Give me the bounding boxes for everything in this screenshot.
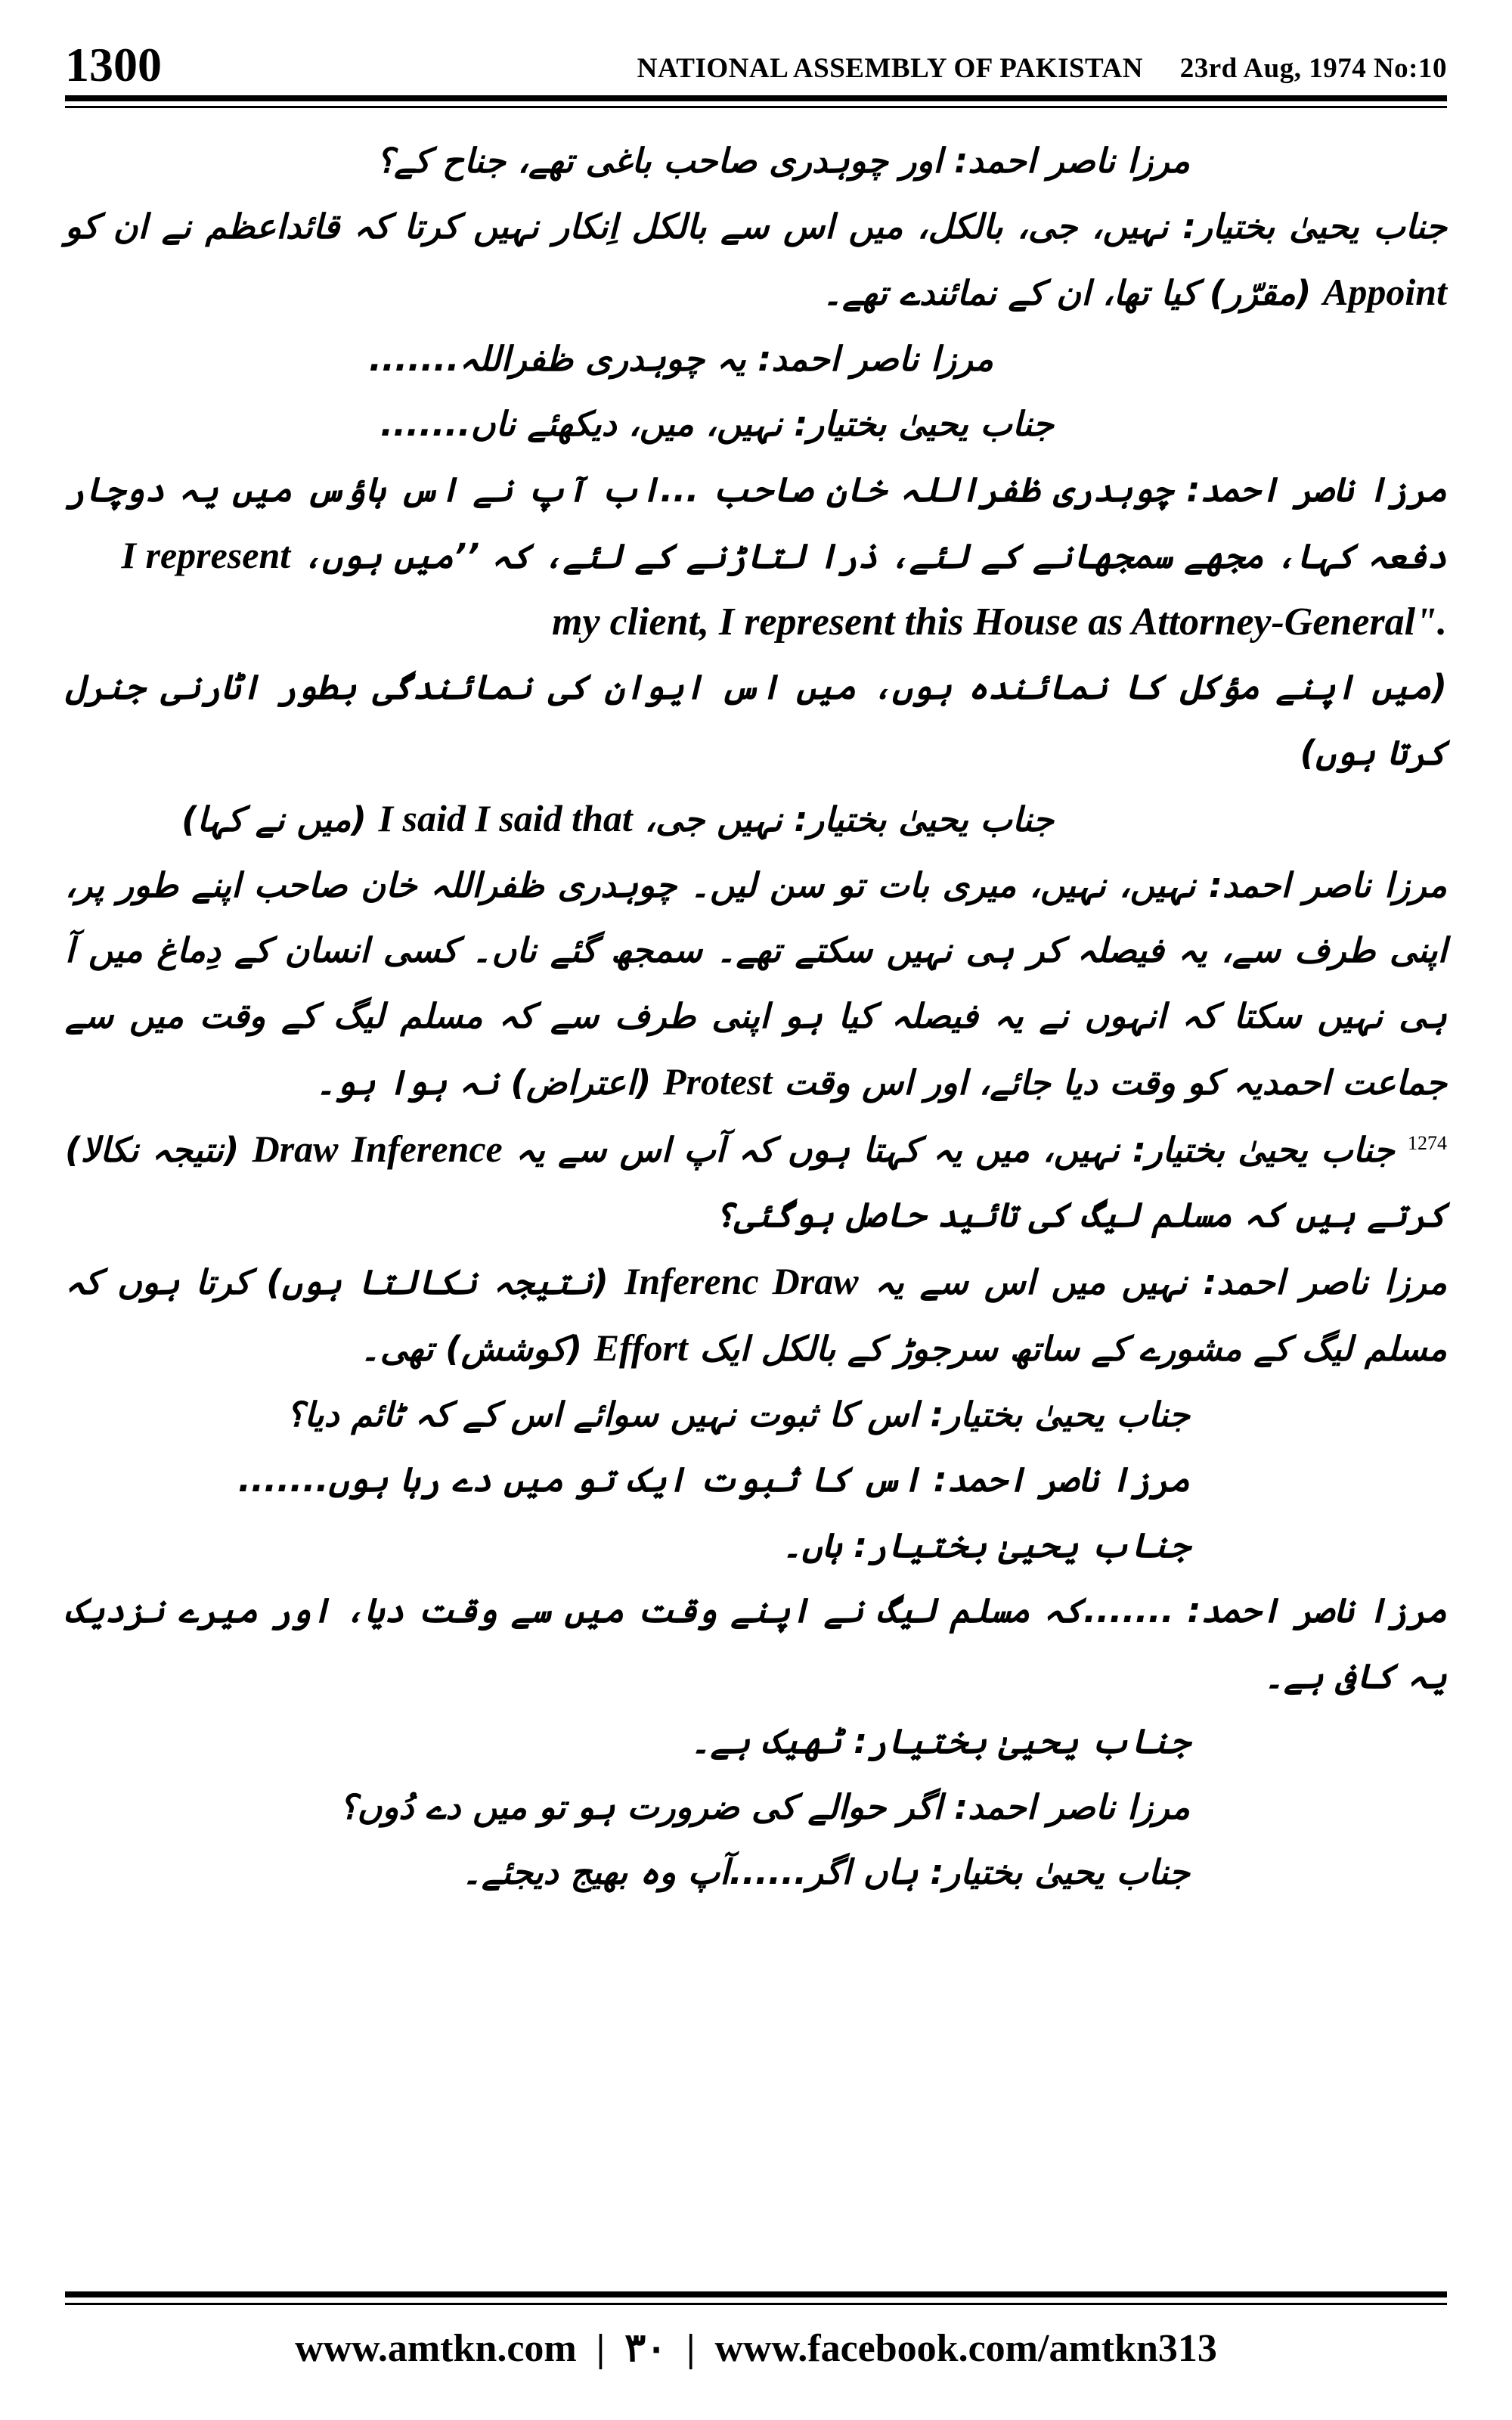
para-4	[65, 392, 1447, 458]
para-8-english: Protest	[662, 1060, 773, 1103]
para-5	[65, 458, 1447, 590]
para-7-english: I said I said that	[378, 797, 633, 839]
para-9-end: (نتیجہ نکالا) کرتے ہیں کہ مسلم لیگ کی تائید حاصل ہوگئی؟	[65, 1129, 1447, 1235]
header-rule-thin	[65, 106, 1447, 108]
para-10-english: Inferenc Draw	[624, 1259, 859, 1302]
para-8	[65, 853, 1447, 1116]
para-10-english-2: Effort	[593, 1326, 688, 1369]
footer-separator-left: |	[596, 2326, 606, 2370]
para-9	[65, 1116, 1447, 1249]
para-11-text: جناب یحییٰ بختیار: اس کا ثبوت نہیں سوائے اس کے کہ ٹائم دیا؟	[286, 1394, 1190, 1435]
para-2	[65, 194, 1447, 327]
para-15	[65, 1709, 1447, 1775]
para-12-text: مرزا ناصر احمد: اس کا ثبوت ایک تو میں دے رہا ہوں.......	[237, 1460, 1190, 1500]
para-14-text: مرزا ناصر احمد: .......کہ مسلم لیگ نے اپنے وقت میں سے وقت دیا، اور میرے نزدیک یہ کافی ہے۔	[65, 1590, 1448, 1696]
para-16-text: مرزا ناصر احمد: اگر حوالے کی ضرورت ہو تو میں دے دُوں؟	[339, 1786, 1190, 1827]
website-link[interactable]: www.amtkn.com	[295, 2326, 577, 2370]
footer-rule-thin	[65, 2303, 1447, 2305]
assembly-name: NATIONAL ASSEMBLY OF PAKISTAN	[637, 53, 1143, 84]
footer-page-number: ۳۰	[624, 2327, 668, 2370]
facebook-link[interactable]: www.facebook.com/amtkn313	[714, 2326, 1217, 2370]
para-9-english-2: Draw	[252, 1127, 339, 1170]
para-2-english: Appoint	[1323, 271, 1447, 313]
para-12	[65, 1447, 1447, 1513]
para-1-text: مرزا ناصر احمد: اور چوہدری صاحب باغی تھے، جناح کے؟	[376, 141, 1190, 181]
footer-separator-right: |	[686, 2326, 696, 2370]
para-1	[65, 129, 1447, 194]
para-10	[65, 1249, 1447, 1382]
para-13	[65, 1513, 1447, 1579]
session-date: 23rd Aug, 1974 No:10	[1179, 53, 1447, 84]
footer-rule-thick	[65, 2291, 1447, 2297]
para-7	[65, 786, 1447, 853]
para-3-text: مرزا ناصر احمد: یہ چوہدری ظفراللہ.......	[368, 338, 993, 379]
para-13-text: جناب یحییٰ بختیار: ہاں۔	[782, 1525, 1190, 1565]
para-3	[65, 327, 1447, 392]
para-11	[65, 1382, 1447, 1448]
page-header	[65, 29, 1447, 92]
header-title	[637, 52, 1447, 85]
para-5-english-line: my client, I represent this House as Attorney-General".	[552, 600, 1447, 644]
page-number: 1300	[65, 38, 162, 92]
para-8-text: مرزا ناصر احمد: نہیں، نہیں، میری بات تو سن لیں۔ چوہدری ظفراللہ خان صاحب اپنے طور پر، اپنی طرف سے، یہ فیصلہ کر ہی نہیں سکتے تھے۔ سمجھ گئے ناں۔ کسی انسان کے دِماغ میں آ ہی نہیں سکتا کہ انہوں نے یہ فیصلہ کیا ہو اپنی طرف سے کہ مسلم لیگ کے وقت میں سے جماعت احمدیہ کو وقت دیا جائے، اور اس وقت	[65, 864, 1447, 1103]
para-5-text: مرزا ناصر احمد: چوہدری ظفراللہ خان صاحب ...اب آپ نے اس ہاؤس میں یہ دوچار دفعہ کہا، مجھے سمجھانے کے لئے، ذرا لتاڑنے کے لئے، کہ ’’میں ہوں،	[65, 469, 1447, 576]
para-14	[65, 1578, 1447, 1709]
page-footer	[65, 2314, 1447, 2382]
header-rule-thick	[65, 95, 1447, 101]
para-6	[65, 655, 1447, 786]
para-5-english: I represent	[121, 534, 291, 576]
para-7-text: جناب یحییٰ بختیار: نہیں جی،	[644, 799, 1054, 839]
para-9-text: جناب یحییٰ بختیار: نہیں، میں یہ کہتا ہوں کہ آپ اس سے یہ	[516, 1129, 1395, 1170]
para-15-text: جناب یحییٰ بختیار: ٹھیک ہے۔	[690, 1721, 1190, 1761]
para-17-text: جناب یحییٰ بختیار: ہاں اگر......آپ وہ بھیج دیجئے۔	[461, 1852, 1190, 1892]
para-8-end: (اعتراض) نہ ہوا ہو۔	[315, 1063, 652, 1103]
para-10-mid: (نتیجہ نکالتا ہوں) کرتا ہوں کہ مسلم لیگ کے مشورے کے ساتھ سرجوڑ کے بالکل ایک	[65, 1261, 1447, 1369]
para-16	[65, 1775, 1447, 1841]
para-9-english: Inference	[351, 1127, 503, 1170]
para-10-end: (کوشش) تھی۔	[360, 1329, 583, 1369]
para-7-end: (میں نے کہا)	[181, 799, 367, 839]
para-4-text: جناب یحییٰ بختیار: نہیں، میں، دیکھئے ناں.......	[380, 404, 1054, 444]
footnote-marker: 1274	[1408, 1131, 1448, 1154]
para-6-text: (میں اپنے مؤکل کا نمائندہ ہوں، میں اس ایوان کی نمائندگی بطور اٹارنی جنرل کرتا ہوں)	[65, 667, 1447, 773]
para-2-end: (مقرّر) کیا تھا، ان کے نمائندے تھے۔	[822, 273, 1312, 313]
para-10-text: مرزا ناصر احمد: نہیں میں اس سے یہ	[874, 1261, 1447, 1302]
transcript-body	[65, 129, 1447, 2269]
para-2-text: جناب یحییٰ بختیار: نہیں، جی، بالکل، میں اس سے بالکل اِنکار نہیں کرتا کہ قائداعظم نے ان کو	[65, 206, 1447, 247]
para-17	[65, 1840, 1447, 1906]
